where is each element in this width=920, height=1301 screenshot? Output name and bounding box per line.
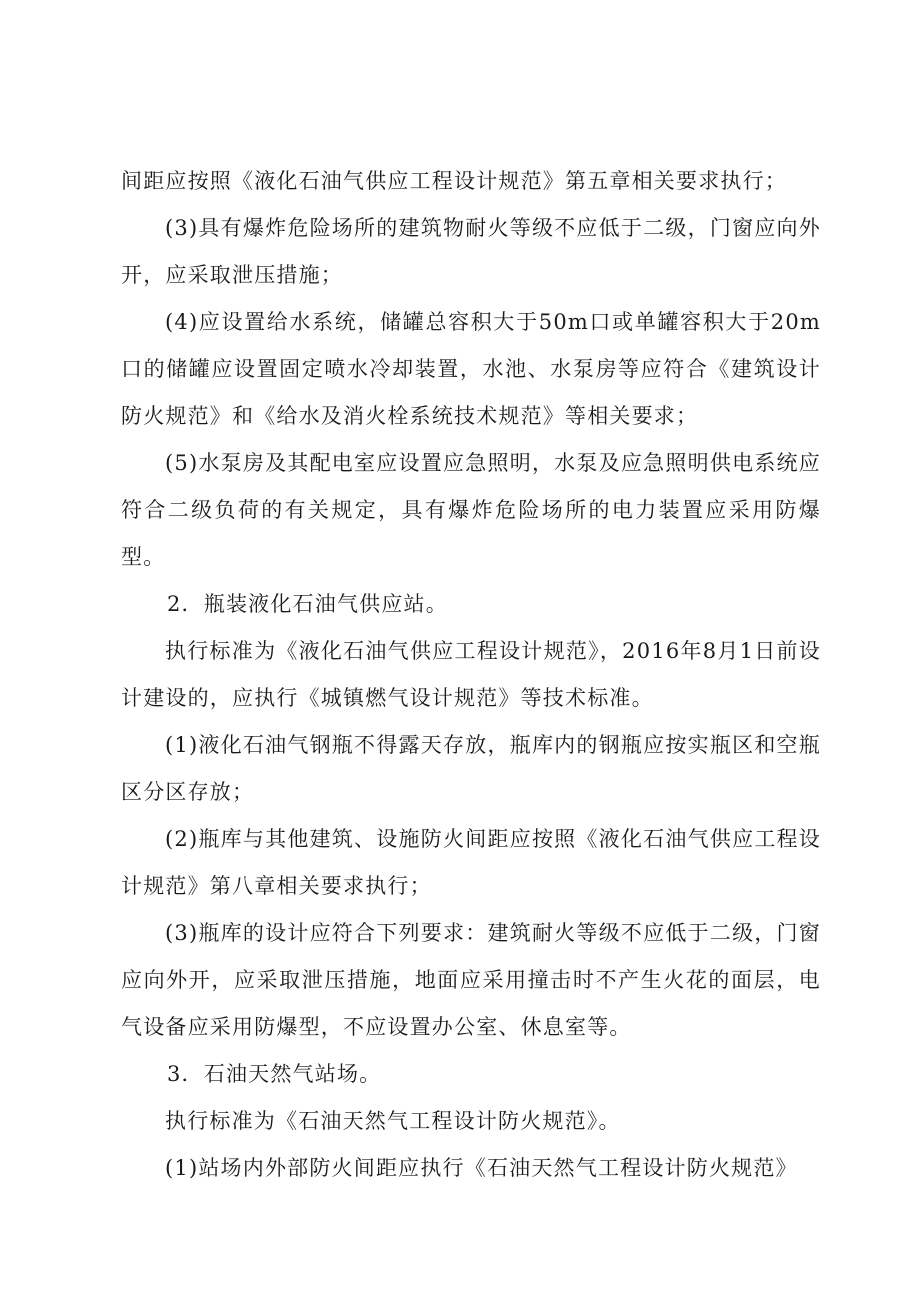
section-heading-2: 2．瓶装液化石油气供应站。 <box>167 592 448 616</box>
paragraph-item-1-cylinder-storage: (1)液化石油气钢瓶不得露天存放，瓶库内的钢瓶应按实瓶区和空瓶区分区存放； <box>121 733 821 804</box>
paragraph-standard-bottled: 执行标准为《液化石油气供应工程设计规范》，2016年8月1日前设计建设的，应执行《城镇燃气设计规范》等技术标准。 <box>121 639 821 710</box>
paragraph-item-4-water-system: (4)应设置给水系统，储罐总容积大于50m口或单罐容积大于20m口的储罐应设置固定喷水冷却装置，水池、水泵房等应符合《建筑设计防火规范》和《给水及消火栓系统技术规范》等相关要求； <box>121 310 821 428</box>
paragraph-item-3-fire-rating: (3)具有爆炸危险场所的建筑物耐火等级不应低于二级，门窗应向外开，应采取泄压措施； <box>121 216 821 287</box>
document-body <box>121 158 821 1192</box>
paragraph-continuation: 间距应按照《液化石油气供应工程设计规范》第五章相关要求执行； <box>121 169 787 193</box>
paragraph-item-2-spacing: (2)瓶库与其他建筑、设施防火间距应按照《液化石油气供应工程设计规范》第八章相关要求执行； <box>121 827 821 898</box>
paragraph-item-3-warehouse-design: (3)瓶库的设计应符合下列要求：建筑耐火等级不应低于二级，门窗应向外开，应采取泄压措施，地面应采用撞击时不产生火花的面层，电气设备应采用防爆型，不应设置办公室、休息室等。 <box>121 921 821 1039</box>
paragraph-item-5-emergency-lighting: (5)水泵房及其配电室应设置应急照明，水泵及应急照明供电系统应符合二级负荷的有关规定，具有爆炸危险场所的电力装置应采用防爆型。 <box>121 451 821 569</box>
paragraph-item-1-station-spacing: (1)站场内外部防火间距应执行《石油天然气工程设计防火规范》 <box>165 1156 798 1180</box>
paragraph-standard-oilgas: 执行标准为《石油天然气工程设计防火规范》。 <box>165 1109 621 1133</box>
section-heading-3: 3．石油天然气站场。 <box>167 1062 382 1086</box>
